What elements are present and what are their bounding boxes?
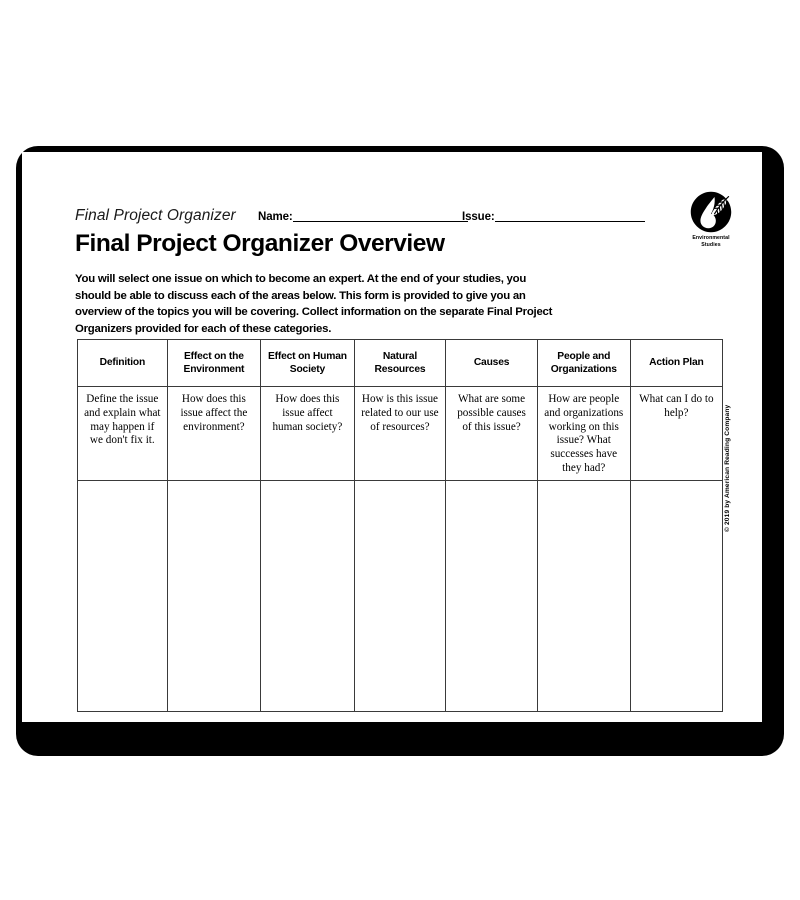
column-header-action-plan: Action Plan [630, 340, 722, 387]
environmental-studies-logo [674, 190, 748, 252]
prompt-effect-on-human-society: How does this issue affect human society? [261, 387, 355, 481]
column-header-people-and-organizations: People and Organizations [537, 340, 630, 387]
issue-field-rule[interactable] [495, 210, 645, 222]
answer-cell-people-and-organizations[interactable] [537, 480, 630, 711]
leaf-waterdrop-icon [689, 190, 733, 234]
column-header-effect-on-human-society: Effect on Human Society [261, 340, 355, 387]
prompt-action-plan: What can I do to help? [630, 387, 722, 481]
prompt-people-and-organizations: How are people and organizations working on this issue? What successes have they had? [537, 387, 630, 481]
name-field[interactable] [258, 210, 468, 223]
prompt-causes: What are some possible causes of this issue? [446, 387, 538, 481]
answer-cell-definition[interactable] [78, 480, 168, 711]
table-header-row [78, 340, 723, 387]
prompt-definition: Define the issue and explain what may happen if we don't fix it. [78, 387, 168, 481]
worksheet-page [22, 152, 762, 722]
document-kicker: Final Project Organizer [75, 207, 236, 224]
intro-paragraph: You will select one issue on which to become an expert. At the end of your studies, you should be able to discuss each of the areas below. This form is provided to give you an overview of the topics you will be covering. Collect information on the separate Final Project Organizers provided for each of these categories. [75, 273, 553, 335]
answer-cell-causes[interactable] [446, 480, 538, 711]
issue-field-label: Issue: [462, 211, 495, 223]
answer-cell-action-plan[interactable] [630, 480, 722, 711]
prompt-natural-resources: How is this issue related to our use of resources? [354, 387, 446, 481]
logo-label-line2: Studies [701, 241, 721, 248]
answer-cell-effect-on-the-environment[interactable] [167, 480, 261, 711]
logo-label [674, 235, 748, 248]
column-header-definition: Definition [78, 340, 168, 387]
copyright-notice: © 2019 by American Reading Company [724, 404, 731, 532]
table-prompt-row [78, 387, 723, 481]
name-field-label: Name: [258, 211, 293, 223]
page-title: Final Project Organizer Overview [75, 230, 445, 257]
answer-cell-effect-on-human-society[interactable] [261, 480, 355, 711]
organizer-table [77, 339, 723, 712]
issue-field[interactable] [462, 210, 645, 223]
logo-label-line1: Environmental [692, 235, 730, 241]
column-header-causes: Causes [446, 340, 538, 387]
column-header-effect-on-the-environment: Effect on the Environment [167, 340, 261, 387]
table-answer-row [78, 480, 723, 711]
answer-cell-natural-resources[interactable] [354, 480, 446, 711]
name-field-rule[interactable] [293, 210, 468, 222]
column-header-natural-resources: Natural Resources [354, 340, 446, 387]
prompt-effect-on-the-environment: How does this issue affect the environment? [167, 387, 261, 481]
